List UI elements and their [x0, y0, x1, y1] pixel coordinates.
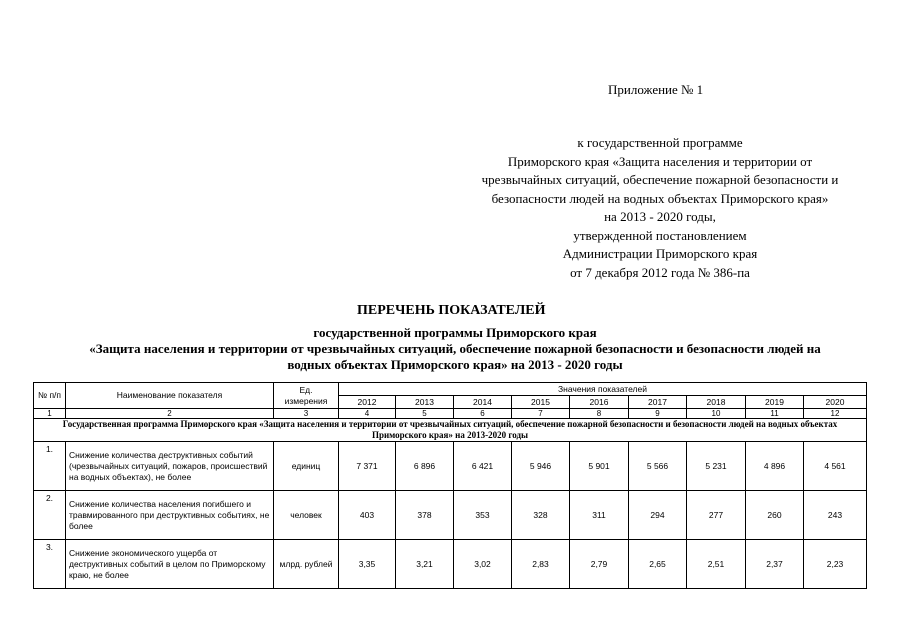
column-number: 1: [34, 409, 66, 419]
column-numbers-row: [34, 409, 867, 419]
column-number: 5: [396, 409, 454, 419]
value-cell: 2,23: [804, 540, 867, 589]
approval-line: Приморского края «Защита населения и территории от: [507, 153, 813, 169]
value-cell: 2,37: [746, 540, 804, 589]
value-cell: 260: [746, 491, 804, 540]
document-heading: ПЕРЕЧЕНЬ ПОКАЗАТЕЛЕЙ: [357, 303, 546, 318]
approval-line: на 2013 - 2020 годы,: [604, 209, 716, 224]
value-cell: 3,02: [454, 540, 512, 589]
value-cell: 403: [339, 491, 396, 540]
column-number: 12: [804, 409, 867, 419]
header-row: [34, 383, 867, 396]
year-cell: 2012: [339, 396, 396, 409]
approval-line: утвержденной постановлением: [573, 227, 747, 243]
approval-line: безопасности людей на водных объектах Приморского края»: [491, 190, 829, 206]
value-cell: 2,65: [629, 540, 687, 589]
column-number: 8: [570, 409, 629, 419]
approval-line: от 7 декабря 2012 года № 386-па: [570, 264, 750, 280]
indicator-unit: млрд. рублей: [274, 540, 339, 589]
value-cell: 3,35: [339, 540, 396, 589]
value-cell: 277: [687, 491, 746, 540]
row-number: 3.: [34, 540, 66, 589]
value-cell: 4 896: [746, 442, 804, 491]
appendix-title: Приложение № 1: [608, 82, 704, 97]
header-name: Наименование показателя: [66, 383, 274, 409]
header-num: № п/п: [34, 383, 66, 409]
year-cell: 2017: [629, 396, 687, 409]
value-cell: 5 566: [629, 442, 687, 491]
year-cell: 2014: [454, 396, 512, 409]
header-values: Значения показателей: [339, 383, 867, 396]
table-row: [34, 491, 867, 540]
column-number: 6: [454, 409, 512, 419]
column-number: 3: [274, 409, 339, 419]
column-number: 11: [746, 409, 804, 419]
program-title: Государственная программа Приморского края «Защита населения и территории от чрезвычайных ситуаций, обеспечение пожарной безопасности и безопасности людей на водных объектах Приморского края» на 2013-2020 годы: [34, 419, 867, 442]
column-number: 2: [66, 409, 274, 419]
value-cell: 311: [570, 491, 629, 540]
approval-line: чрезвычайных ситуаций, обеспечение пожарной безопасности и: [481, 172, 839, 187]
value-cell: 5 901: [570, 442, 629, 491]
value-cell: 2,79: [570, 540, 629, 589]
value-cell: 2,51: [687, 540, 746, 589]
subheading-line: водных объектах Приморского края» на 2013 - 2020 годы: [287, 357, 623, 372]
value-cell: 4 561: [804, 442, 867, 491]
value-cell: 5 946: [512, 442, 570, 491]
document-subheading: [40, 325, 870, 373]
indicator-unit: человек: [274, 491, 339, 540]
value-cell: 378: [396, 491, 454, 540]
value-cell: 353: [454, 491, 512, 540]
column-number: 4: [339, 409, 396, 419]
row-number: 1.: [34, 442, 66, 491]
table-row: [34, 442, 867, 491]
header-unit: Ед. измерения: [274, 383, 339, 409]
approval-line: к государственной программе: [577, 135, 743, 150]
value-cell: 3,21: [396, 540, 454, 589]
value-cell: 328: [512, 491, 570, 540]
subheading-line: «Защита населения и территории от чрезвычайных ситуаций, обеспечение пожарной безопасности и безопасности людей на: [89, 341, 821, 356]
row-number: 2.: [34, 491, 66, 540]
column-number: 7: [512, 409, 570, 419]
year-cell: 2018: [687, 396, 746, 409]
year-cell: 2019: [746, 396, 804, 409]
value-cell: 243: [804, 491, 867, 540]
year-cell: 2013: [396, 396, 454, 409]
indicator-unit: единиц: [274, 442, 339, 491]
year-cell: 2015: [512, 396, 570, 409]
table-row: [34, 540, 867, 589]
approval-block: [455, 134, 865, 282]
year-cell: 2016: [570, 396, 629, 409]
approval-line: Администрации Приморского края: [562, 246, 758, 261]
column-number: 10: [687, 409, 746, 419]
indicator-name: Снижение количества населения погибшего и травмированного при деструктивных событиях, не более: [66, 491, 274, 540]
value-cell: 2,83: [512, 540, 570, 589]
column-number: 9: [629, 409, 687, 419]
indicator-name: Снижение экономического ущерба от деструктивных событий в целом по Приморскому краю, не более: [66, 540, 274, 589]
value-cell: 6 896: [396, 442, 454, 491]
indicators-table: [33, 382, 867, 589]
value-cell: 294: [629, 491, 687, 540]
value-cell: 7 371: [339, 442, 396, 491]
program-row: [34, 419, 867, 442]
value-cell: 6 421: [454, 442, 512, 491]
indicator-name: Снижение количества деструктивных событий (чрезвычайных ситуаций, пожаров, происшествий на водных объектах), не более: [66, 442, 274, 491]
subheading-line: государственной программы Приморского края: [313, 325, 597, 340]
year-cell: 2020: [804, 396, 867, 409]
value-cell: 5 231: [687, 442, 746, 491]
